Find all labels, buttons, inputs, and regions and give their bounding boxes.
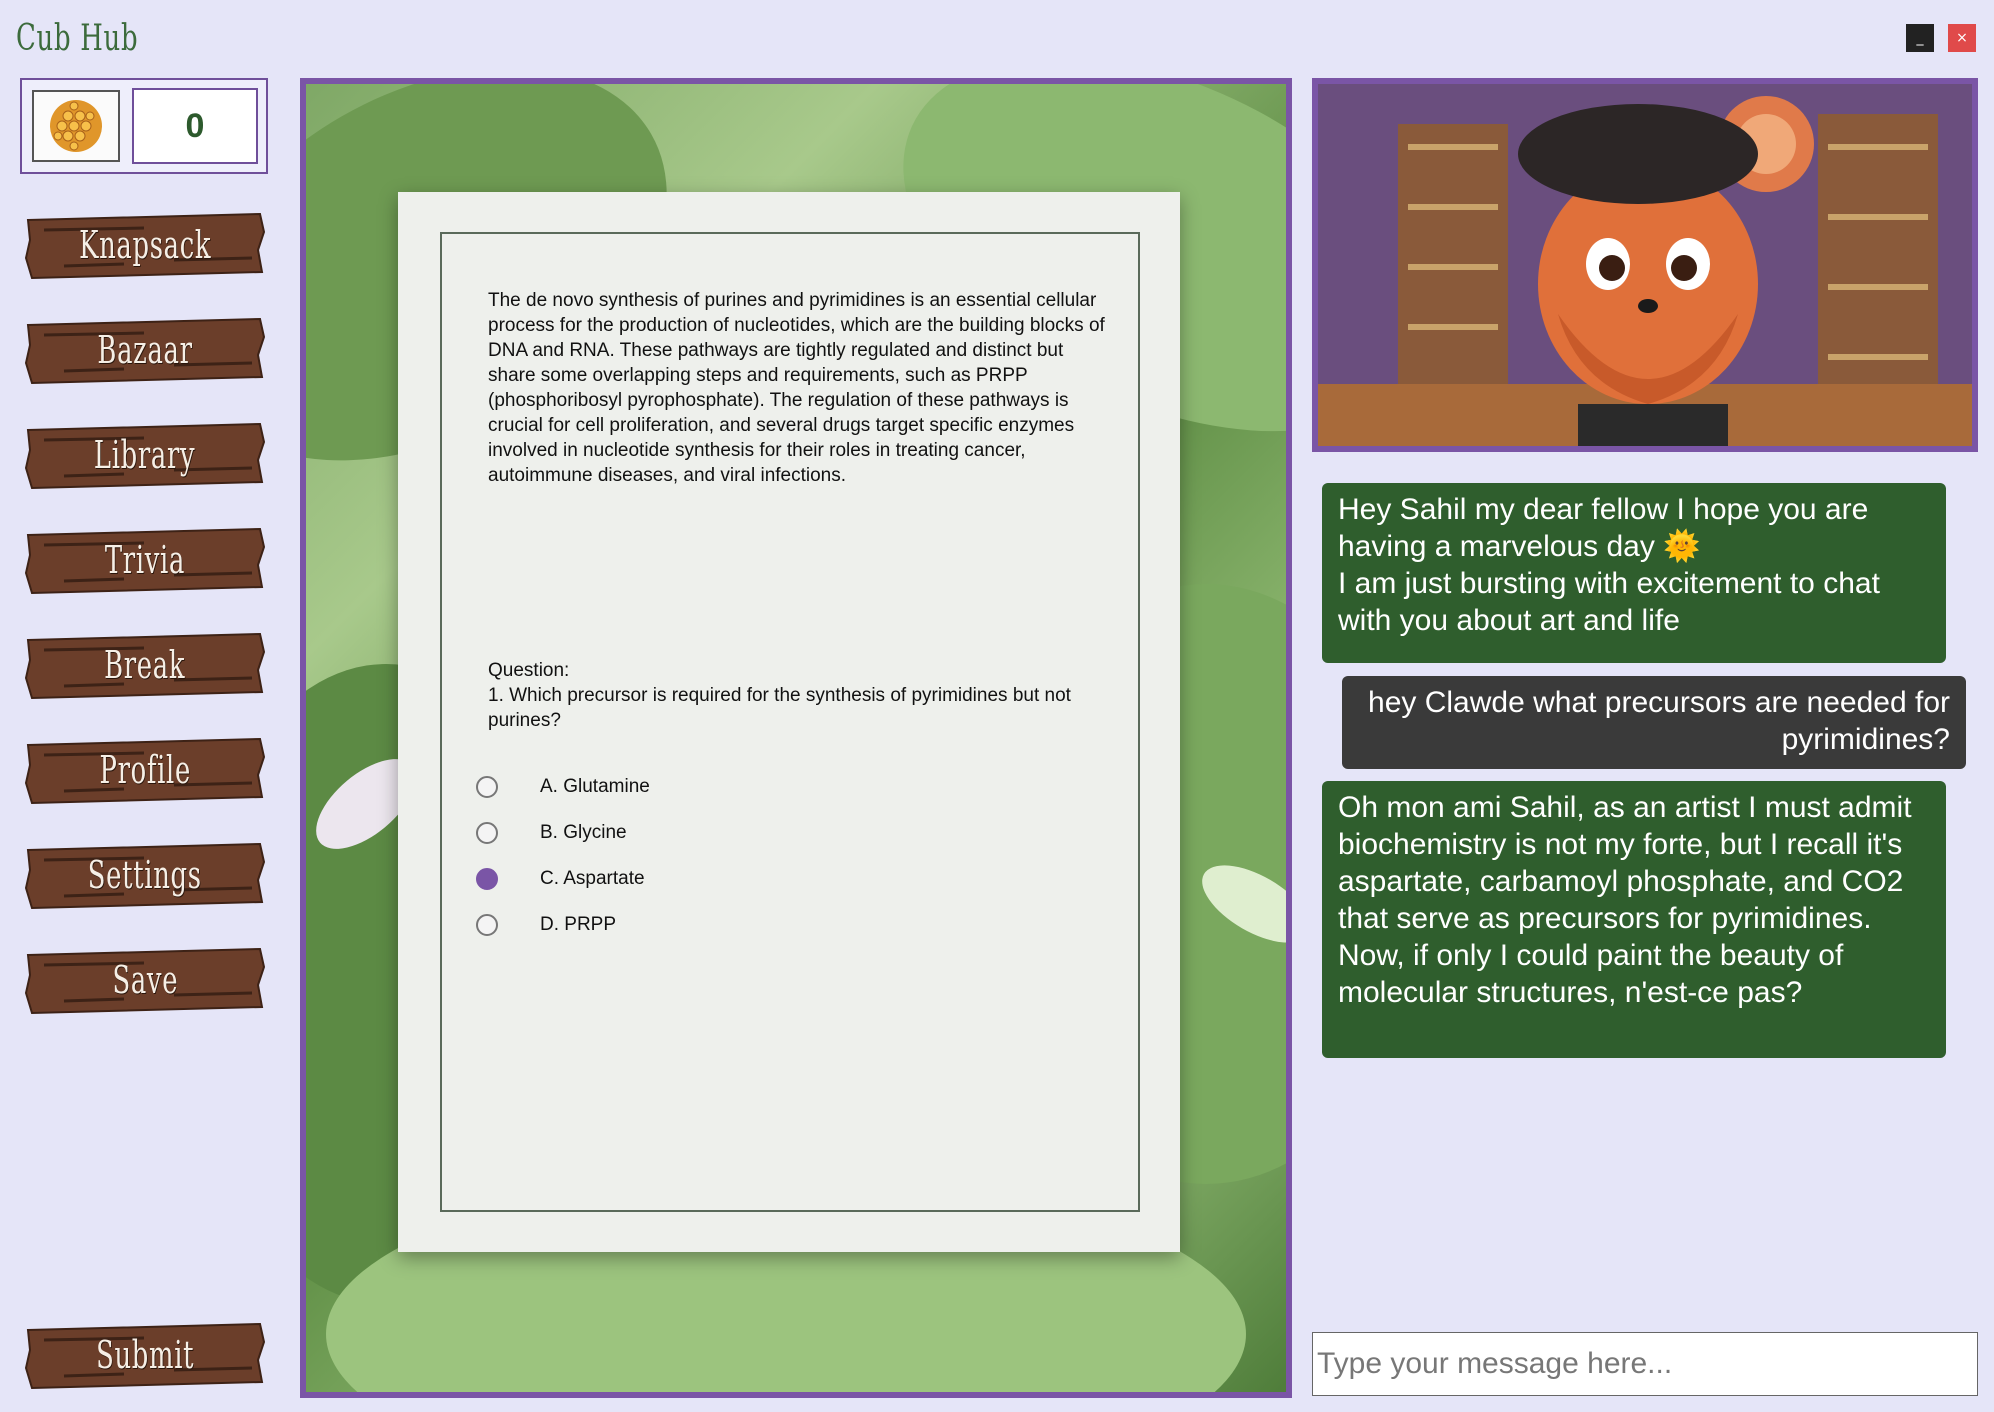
- minimize-button[interactable]: _: [1906, 24, 1934, 52]
- currency-counter: [20, 78, 268, 174]
- chat-message-text: hey Clawde what precursors are needed for pyrimidines?: [1368, 686, 1950, 756]
- option-c-radio[interactable]: [476, 868, 498, 890]
- character-portrait: [1312, 78, 1978, 452]
- nav-trivia-button[interactable]: [24, 525, 266, 595]
- nav-library-label: Library: [94, 433, 196, 477]
- nav-knapsack-button[interactable]: [24, 210, 266, 280]
- nav-settings-button[interactable]: [24, 840, 266, 910]
- question-text: 1. Which precursor is required for the synthesis of pyrimidines but not purines?: [488, 685, 1071, 731]
- option-d-radio[interactable]: [476, 914, 498, 936]
- nav-knapsack-label: Knapsack: [78, 223, 212, 267]
- nav-bazaar-label: Bazaar: [97, 328, 193, 372]
- option-c-label: C. Aspartate: [540, 868, 645, 889]
- nav-break-button[interactable]: [24, 630, 266, 700]
- app-title: Cub Hub: [16, 18, 139, 59]
- trivia-panel: [300, 78, 1292, 1398]
- close-button[interactable]: ×: [1948, 24, 1976, 52]
- chat-message-bot-2: [1322, 781, 1946, 1058]
- option-b-radio[interactable]: [476, 822, 498, 844]
- nav-save-label: Save: [112, 958, 178, 1002]
- nav-trivia-label: Trivia: [104, 538, 186, 582]
- question-block: [488, 658, 1108, 733]
- chat-message-bot-1: [1322, 483, 1946, 663]
- question-heading: Question:: [488, 660, 570, 681]
- option-d-label: D. PRPP: [540, 914, 617, 935]
- nav-profile-label: Profile: [99, 748, 191, 792]
- submit-label: Submit: [95, 1333, 195, 1377]
- option-a-label: A. Glutamine: [540, 776, 650, 797]
- nav-break-label: Break: [104, 643, 186, 687]
- currency-count: 0: [132, 88, 258, 164]
- answer-option-c[interactable]: [476, 864, 645, 894]
- nav-profile-button[interactable]: [24, 735, 266, 805]
- option-b-label: B. Glycine: [540, 822, 627, 843]
- nav-bazaar-button[interactable]: [24, 315, 266, 385]
- answer-option-a[interactable]: [476, 772, 650, 802]
- chat-message-user-1: [1342, 676, 1966, 769]
- chat-message-text: Hey Sahil my dear fellow I hope you are having a marvelous day 🌞 I am just bursting with excitement to chat with you about art and life: [1338, 493, 1880, 637]
- question-card: [398, 192, 1180, 1252]
- chat-message-text: Oh mon ami Sahil, as an artist I must admit biochemistry is not my forte, but I recall it's aspartate, carbamoyl phosphate, and CO2 that serve as precursors for pyrimidines. Now, if only I could paint the beauty of molecular structures, n'est-ce pas?: [1338, 791, 1912, 1009]
- option-a-radio[interactable]: [476, 776, 498, 798]
- nav-library-button[interactable]: [24, 420, 266, 490]
- nav-settings-label: Settings: [88, 853, 202, 897]
- chat-input[interactable]: [1312, 1332, 1978, 1396]
- honeycomb-icon: [32, 90, 120, 162]
- nav-save-button[interactable]: [24, 945, 266, 1015]
- answer-option-d[interactable]: [476, 910, 616, 940]
- submit-button[interactable]: [24, 1320, 266, 1390]
- question-passage: The de novo synthesis of purines and pyrimidines is an essential cellular process for the production of nucleotides, which are the building blocks of DNA and RNA. These pathways are tightly regulated and distinct but share some overlapping steps and requirements, such as PRPP (phosphoribosyl pyrophosphate). The regulation of these pathways is crucial for cell proliferation, and several drugs target specific enzymes involved in nucleotide synthesis for their roles in treating cancer, autoimmune diseases, and viral infections.: [488, 290, 1105, 486]
- answer-option-b[interactable]: [476, 818, 627, 848]
